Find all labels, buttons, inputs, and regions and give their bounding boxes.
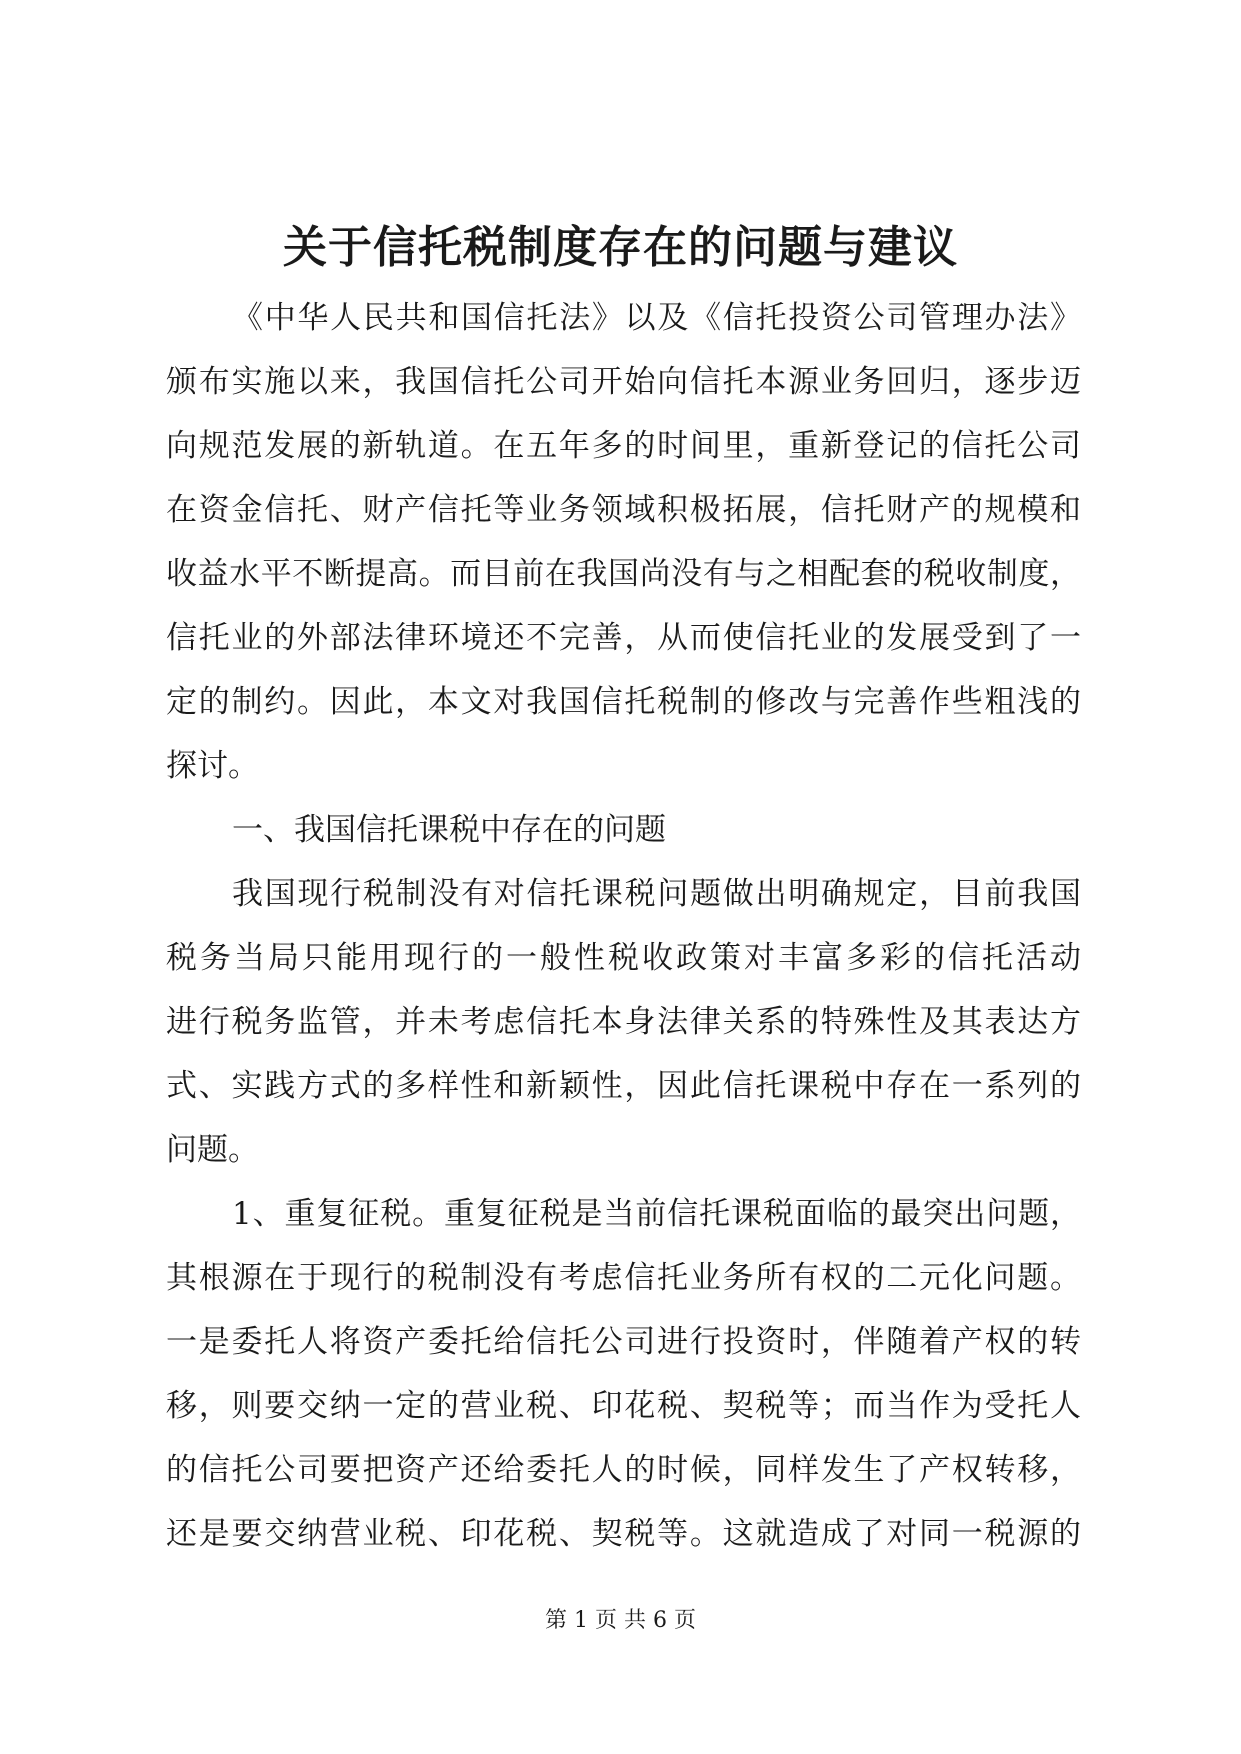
paragraph-double-taxation bbox=[166, 1182, 1081, 1566]
text-line: 一是委托人将资产委托给信托公司进行投资时，伴随着产权的转 bbox=[166, 1324, 1081, 1360]
text-line: 其根源在于现行的税制没有考虑信托业务所有权的二元化问题。 bbox=[166, 1260, 1081, 1296]
text-line: 问题。 bbox=[166, 1132, 259, 1168]
text-line: 移，则要交纳一定的营业税、印花税、契税等；而当作为受托人 bbox=[166, 1388, 1081, 1424]
text-line: 定的制约。因此，本文对我国信托税制的修改与完善作些粗浅的 bbox=[166, 684, 1081, 720]
text-line: 进行税务监管，并未考虑信托本身法律关系的特殊性及其表达方 bbox=[166, 1004, 1081, 1040]
text-line: 我国现行税制没有对信托课税问题做出明确规定，目前我国 bbox=[232, 876, 1081, 912]
document-body bbox=[166, 286, 1081, 1566]
text-line: 信托业的外部法律环境还不完善，从而使信托业的发展受到了一 bbox=[166, 620, 1081, 656]
paragraph-intro bbox=[166, 286, 1081, 798]
text-line: 在资金信托、财产信托等业务领域积极拓展，信托财产的规模和 bbox=[166, 492, 1081, 528]
text-line: 向规范发展的新轨道。在五年多的时间里，重新登记的信托公司 bbox=[166, 428, 1081, 464]
text-line: 颁布实施以来，我国信托公司开始向信托本源业务回归，逐步迈 bbox=[166, 364, 1081, 400]
text-line: 的信托公司要把资产还给委托人的时候，同样发生了产权转移， bbox=[166, 1452, 1081, 1488]
text-line: 探讨。 bbox=[166, 748, 259, 784]
heading-line: 一、我国信托课税中存在的问题 bbox=[232, 812, 666, 848]
paragraph-problems bbox=[166, 862, 1081, 1182]
page-footer: 第 1 页 共 6 页 bbox=[545, 1608, 696, 1633]
text-line: 《中华人民共和国信托法》以及《信托投资公司管理办法》 bbox=[232, 300, 1081, 336]
section-heading bbox=[166, 798, 1081, 862]
text-line: 收益水平不断提高。而目前在我国尚没有与之相配套的税收制度， bbox=[166, 556, 1081, 592]
text-line: 1、重复征税。重复征税是当前信托课税面临的最突出问题， bbox=[232, 1196, 1081, 1232]
text-line: 式、实践方式的多样性和新颖性，因此信托课税中存在一系列的 bbox=[166, 1068, 1081, 1104]
document-title: 关于信托税制度存在的问题与建议 bbox=[283, 222, 958, 273]
text-line: 税务当局只能用现行的一般性税收政策对丰富多彩的信托活动 bbox=[166, 940, 1081, 976]
text-line: 还是要交纳营业税、印花税、契税等。这就造成了对同一税源的 bbox=[166, 1516, 1081, 1552]
